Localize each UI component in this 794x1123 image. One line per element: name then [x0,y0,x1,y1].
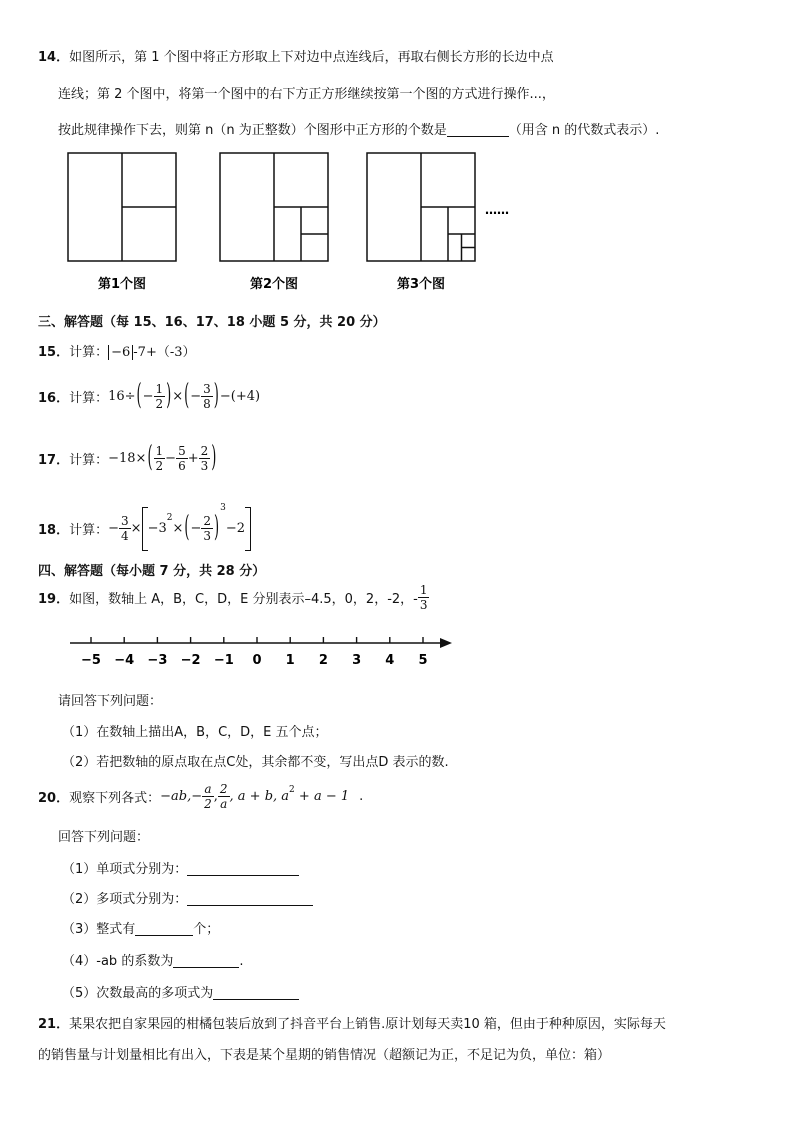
answer-blank [213,985,299,1000]
question-18: 18．计算：− $\frac{3}{4}$ × $-3^2\times(-$ $\frac{2}{3}$ )$^3$−2 [38,503,251,551]
number-line-tick-label: −3 [147,653,168,668]
expression: −(+4) [219,389,261,404]
number-line-tick-label: 3 [352,653,362,668]
number-line-tick-label: 2 [318,653,328,668]
question-text: 计算： [69,523,109,538]
expression: −3 [147,521,167,536]
number-line-tick-label: 4 [385,653,395,668]
fraction: $\frac{2}{a}$ [219,782,228,811]
number-line-tick-label: 1 [285,653,295,668]
fraction: $\frac{1}{3}$ [419,583,428,612]
number-line-tick-label: −5 [81,653,101,668]
question-number: 19． [38,592,70,607]
fraction: $\frac{3}{8}$ [203,382,211,411]
arrow-right-icon [440,638,452,648]
question-text: 某果农把自家果园的柑橘包装后放到了抖音平台上销售.原计划每天卖10 箱，但由于种种原因，实际每天 [69,1017,666,1032]
fraction: $\frac{3}{4}$ [121,514,129,543]
number-line-tick-label: −4 [114,653,135,668]
number-line [60,632,460,672]
question-number: 14． [38,50,70,65]
expression: −ab,− [160,789,203,804]
question-14-line-3 [58,119,659,138]
answer-blank [173,953,239,968]
answer-blank [135,921,193,936]
number-line-tick-label: −2 [180,653,201,668]
question-text: （用含 n 的代数式表示）. [508,123,660,138]
answer-blank [447,122,509,137]
number-line-tick-label: 5 [418,653,428,668]
question-17: 17．计算：−18×( $\frac{1}{2}$ − $\frac{5}{6}$ + $\frac{2}{3}$ ) [38,442,217,475]
question-text: 按此规律操作下去，则第 n（n 为正整数）个图形中正方形的个数是 [58,123,447,138]
question-14-line-2: 连线；第 2 个图中，将第一个图中的右下方正方形继续按第一个图的方式进行操作...， [58,87,555,102]
fraction: $\frac{2}{3}$ [200,444,209,473]
question-20-sub-1: （1）单项式分别为： [62,858,299,877]
continuation-dots: …… [485,203,509,217]
answer-blank [187,861,299,876]
question-number: 17． [38,453,70,468]
question-20-line: 20．观察下列各式：−ab,− $\frac{a}{2}$ , $\frac{2}{a}$ , a + b, $a^2 + a - 1$ . [38,782,364,811]
figure-1-label: 第1个图 [97,277,147,292]
question-20-sub-3: （3）整式有 个； [62,922,220,937]
figure-2-label: 第2个图 [249,277,299,292]
question-text: 观察下列各式： [69,791,161,806]
question-number: 20． [38,791,70,806]
section-3-title: 三、解答题（每 15、16、17、18 小题 5 分，共 20 分） [38,315,386,330]
right-bracket [245,507,251,551]
question-text: 计算： [69,345,109,360]
fraction: $\frac{2}{3}$ [203,514,211,543]
expression: 16÷ [108,389,136,404]
question-text: 如图，数轴上 A，B，C，D，E 分别表示–4.5，0，2，-2，- [69,592,418,607]
question-text: 计算： [69,391,109,406]
question-15 [38,341,196,360]
question-number: 21． [38,1017,70,1032]
question-19-sub-2: （2）若把数轴的原点取在点C处，其余都不变，写出点D 表示的数. [62,755,449,770]
question-19-prompt: 请回答下列问题： [58,694,163,709]
expression: −18× [108,451,147,466]
figure-3-label: 第3个图 [396,277,446,292]
question-number: 18． [38,523,70,538]
number-line-tick-label: −1 [213,653,234,668]
fraction: $\frac{5}{6}$ [178,444,186,473]
question-20-sub-5: （5）次数最高的多项式为 [62,982,299,1001]
question-16: 16．计算：16÷(− $\frac{1}{2}$ )×(− $\frac{3}{8}$ )−(+4) [38,380,261,413]
expression: -7+（-3） [133,345,196,360]
fraction: $\frac{1}{2}$ [155,382,164,411]
expression: + a − 1 [294,789,350,804]
question-text: 如图所示，第 1 个图中将正方形取上下对边中点连线后，再取右侧长方形的长边中点 [69,50,554,65]
absolute-value: −6 [108,345,133,360]
question-20-prompt: 回答下列问题： [58,830,150,845]
number-line-tick-label: 0 [252,653,262,668]
question-19-sub-1: （1）在数轴上描出A，B，C，D，E 五个点； [62,725,328,740]
section-4-title: 四、解答题（每小题 7 分，共 28 分） [38,564,266,579]
answer-blank [187,891,313,906]
question-19-line [38,583,429,612]
expression: , a + b, a [229,789,290,804]
question-14-line-1 [38,46,554,65]
square-division-figure [60,148,530,298]
question-20-sub-2: （2）多项式分别为： [62,888,313,907]
right-paren: ) [166,380,172,413]
fraction: $\frac{1}{2}$ [155,444,164,473]
question-number: 15． [38,345,70,360]
question-number: 16． [38,391,70,406]
question-text: 计算： [69,453,109,468]
question-20-sub-4: （4）-ab 的系数为 . [62,954,244,969]
fraction: $\frac{a}{2}$ [204,782,212,811]
question-21-line-1 [38,1013,666,1032]
left-paren: ( [136,380,142,413]
question-21-line-2: 的销售量与计划量相比有出入，下表是某个星期的销售情况（超额记为正，不足记为负，单位：箱） [38,1048,611,1063]
